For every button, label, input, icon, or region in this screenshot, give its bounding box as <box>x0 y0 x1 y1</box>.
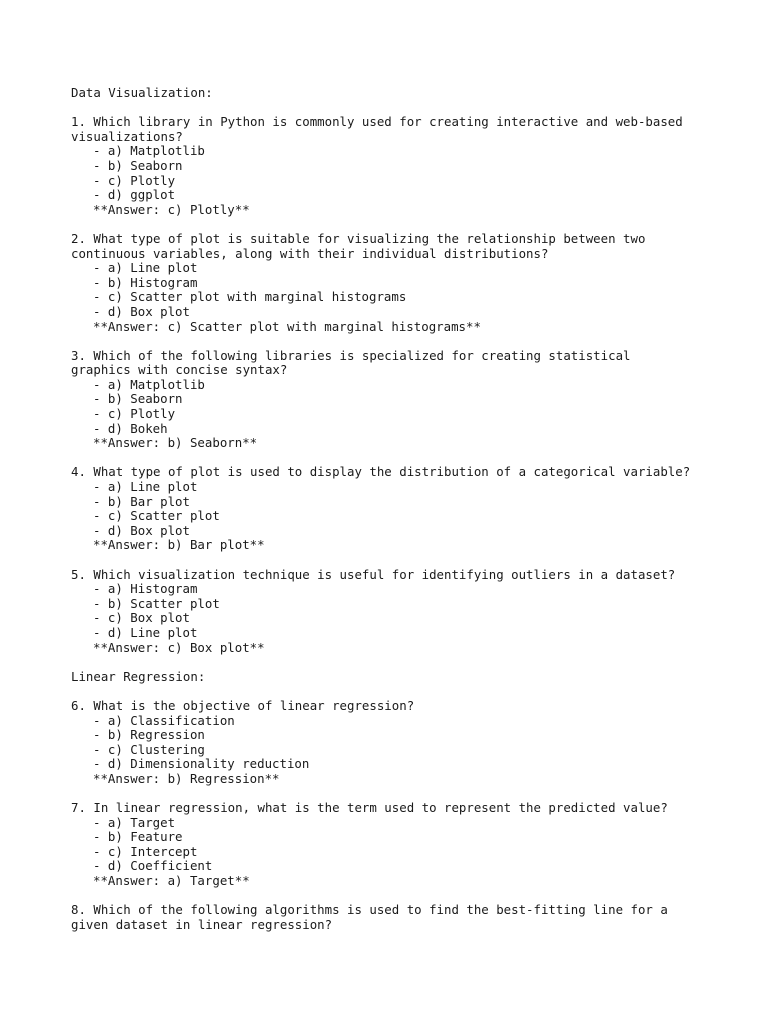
option-a: - a) Matplotlib <box>93 376 205 392</box>
option-a: - a) Classification <box>93 712 235 728</box>
option-b: - b) Seaborn <box>93 391 183 407</box>
document-page <box>71 86 751 947</box>
question-4 <box>71 465 751 553</box>
section-heading: Linear Regression: <box>71 668 206 684</box>
question-text: 8. Which of the following algorithms is used to find the best-fitting line for a given dataset in linear regression? <box>71 902 668 932</box>
option-c: - c) Scatter plot <box>93 508 220 524</box>
answer-line: **Answer: b) Seaborn** <box>93 435 258 451</box>
option-b: - b) Feature <box>93 829 183 845</box>
question-6 <box>71 699 751 787</box>
question-text: 4. What type of plot is used to display the distribution of a categorical variable? <box>71 464 691 480</box>
option-b: - b) Scatter plot <box>93 595 220 611</box>
option-c: - c) Clustering <box>93 741 205 757</box>
question-text: 5. Which visualization technique is useful for identifying outliers in a dataset? <box>71 566 676 582</box>
option-c: - c) Plotly <box>93 172 176 188</box>
option-b: - b) Regression <box>93 727 205 743</box>
question-7 <box>71 801 751 889</box>
option-d: - d) Box plot <box>93 303 190 319</box>
question-3 <box>71 349 751 451</box>
question-8 <box>71 903 751 932</box>
option-a: - a) Line plot <box>93 479 198 495</box>
option-c: - c) Plotly <box>93 406 176 422</box>
question-text: 6. What is the objective of linear regression? <box>71 697 415 713</box>
option-a: - a) Target <box>93 814 176 830</box>
option-a: - a) Line plot <box>93 260 198 276</box>
question-1 <box>71 115 751 217</box>
option-d: - d) Bokeh <box>93 420 168 436</box>
option-c: - c) Scatter plot with marginal histograms <box>93 289 407 305</box>
question-text: 2. What type of plot is suitable for visualizing the relationship between two continuous variables, along with their individual distributions? <box>71 230 646 261</box>
question-text: 1. Which library in Python is commonly used for creating interactive and web-based visualizations? <box>71 114 683 144</box>
option-b: - b) Seaborn <box>93 157 183 173</box>
option-b: - b) Histogram <box>93 274 198 290</box>
question-text: 7. In linear regression, what is the term used to represent the predicted value? <box>71 800 668 816</box>
option-d: - d) Dimensionality reduction <box>93 756 310 772</box>
question-2 <box>71 232 751 334</box>
answer-line: **Answer: c) Plotly** <box>93 201 250 217</box>
option-b: - b) Bar plot <box>93 493 190 509</box>
answer-line: **Answer: a) Target** <box>93 873 250 889</box>
option-c: - c) Box plot <box>93 610 190 626</box>
option-d: - d) Line plot <box>93 624 198 640</box>
answer-line: **Answer: b) Bar plot** <box>93 537 265 553</box>
answer-line: **Answer: b) Regression** <box>93 770 280 786</box>
section-heading: Data Visualization: <box>71 85 213 100</box>
option-a: - a) Matplotlib <box>93 143 205 159</box>
question-5 <box>71 568 751 656</box>
option-d: - d) ggplot <box>93 187 176 203</box>
option-d: - d) Box plot <box>93 522 190 538</box>
answer-line: **Answer: c) Scatter plot with marginal histograms** <box>93 318 481 334</box>
option-c: - c) Intercept <box>93 843 198 859</box>
option-d: - d) Coefficient <box>93 858 213 874</box>
option-a: - a) Histogram <box>93 581 198 597</box>
question-text: 3. Which of the following libraries is specialized for creating statistical graphics with concise syntax? <box>71 347 631 378</box>
answer-line: **Answer: c) Box plot** <box>93 639 265 655</box>
